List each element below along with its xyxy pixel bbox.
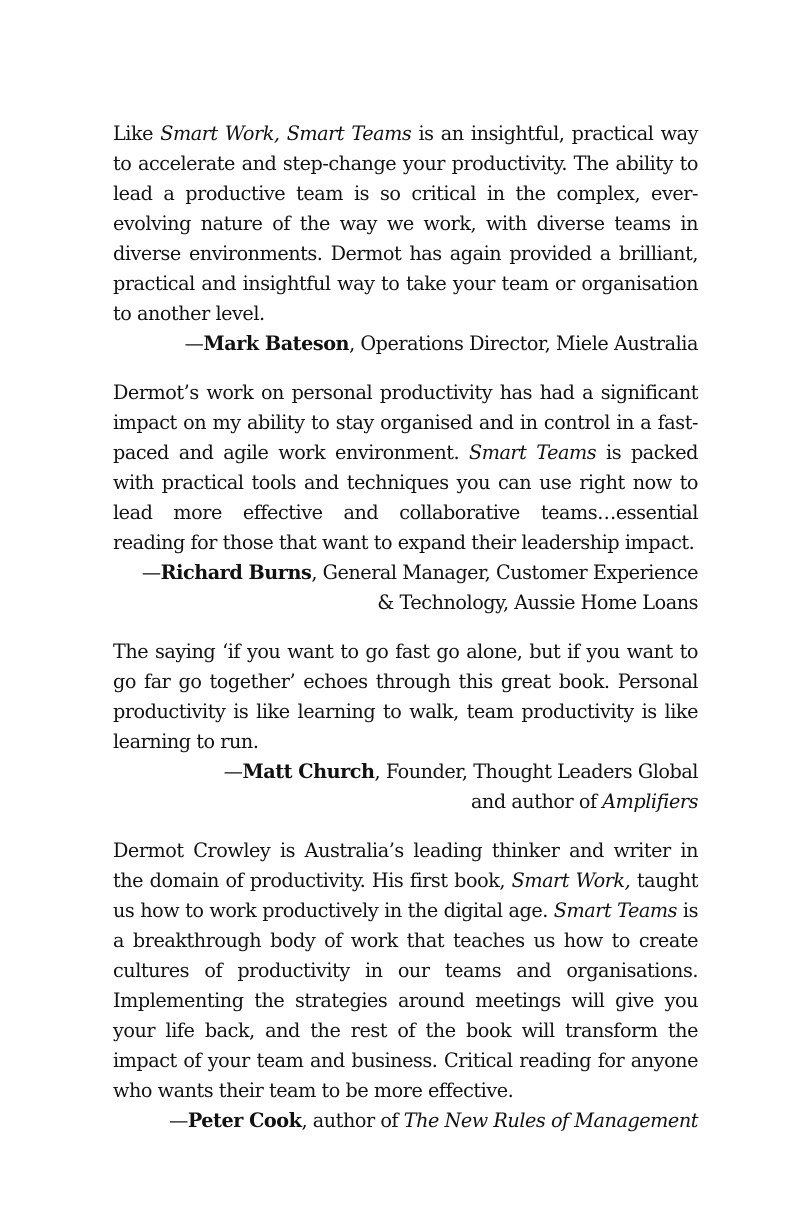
endorsement-mark-bateson	[113, 119, 698, 359]
endorser-name: Matt Church	[242, 760, 375, 783]
book-title: The New Rules of Management	[403, 1109, 698, 1132]
endorsement-quote: The saying ‘if you want to go fast go alone, but if you want to go far go together’ echoes through this great book. Personal productivity is like learning to walk, team productivity is like learning to run.	[113, 640, 698, 753]
endorsement-attribution	[113, 329, 698, 359]
endorsement-peter-cook	[113, 836, 698, 1136]
book-title: Amplifiers	[602, 790, 698, 813]
endorsement-quote: Dermot’s work on personal productivity has had a significant impact on my ability to stay organised and in control in a fast-paced and agile work environment. Smart Teams is packed with practical tools and techniques you can use right now to lead more effective and collaborative teams…essential reading for those that want to expand their leadership impact.	[113, 381, 698, 554]
book-title: Smart Teams	[469, 441, 597, 464]
endorsement-attribution	[113, 757, 698, 817]
em-dash: —	[184, 332, 204, 355]
endorsement-attribution	[113, 1106, 698, 1136]
endorsement-richard-burns	[113, 378, 698, 618]
endorser-title: , General Manager, Customer Experience	[311, 561, 698, 584]
endorser-name: Mark Bateson	[203, 332, 350, 355]
em-dash: —	[141, 561, 161, 584]
endorser-title-continued: & Technology, Aussie Home Loans	[377, 591, 698, 614]
endorser-name: Peter Cook	[187, 1109, 302, 1132]
endorser-title-continued: and author of	[470, 790, 603, 813]
endorser-name: Richard Burns	[160, 561, 312, 584]
endorsement-matt-church	[113, 637, 698, 817]
endorsement-attribution	[113, 558, 698, 618]
book-title: Smart Work, Smart Teams	[160, 122, 412, 145]
endorser-title: , Operations Director, Miele Australia	[349, 332, 698, 355]
book-title: Smart Teams	[553, 899, 678, 922]
endorsement-quote: Like Smart Work, Smart Teams is an insightful, practical way to accelerate and step-change your productivity. The ability to lead a productive team is so critical in the complex, ever-evolving nature of the way we work, with diverse teams in diverse environments. Dermot has again provided a brilliant, practical and insightful way to take your team or organisation to another level.	[113, 122, 698, 325]
endorser-title: , Founder, Thought Leaders Global	[374, 760, 698, 783]
endorsements-page	[113, 119, 698, 1155]
em-dash: —	[223, 760, 243, 783]
endorser-title: , author of	[301, 1109, 404, 1132]
em-dash: —	[169, 1109, 188, 1132]
book-title: Smart Work,	[511, 869, 631, 892]
endorsement-quote: Dermot Crowley is Australia’s leading thinker and writer in the domain of productivity. His first book, Smart Work, taught us how to work productively in the digital age. Smart Teams is a breakthrough body of work that teaches us how to create cultures of productivity in our teams and organisations. Implementing the strategies around meetings will give you your life back, and the rest of the book will transform the impact of your team and business. Critical reading for anyone who wants their team to be more effective.	[113, 839, 699, 1102]
